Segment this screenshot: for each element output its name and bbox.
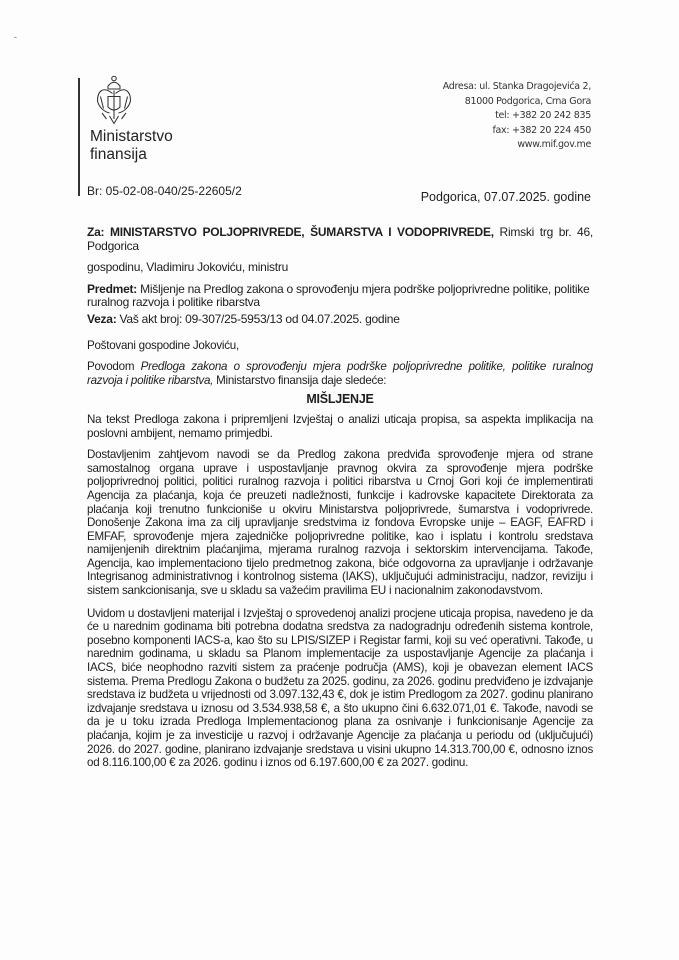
fax: fax: +382 20 224 450 — [492, 124, 591, 136]
paragraph-budget-analysis: Uvidom u dostavljeni materijal i Izvještaj o sprovedenoj analizi procjene uticaja propisa, navedeno je da će u narednim godinama biti potrebna dodatna sredstva za nadogradnju određenih sistema kontrole, posebno komponenti IACS-a, kao što su LPIS/SIZEP i Registar farmi, koji su već operativni. Takođe, u narednim godinama, u skladu sa Planom implementacije za uspostavljanje Agencije za plaćanja i IACS, biće neophodno razviti sistem za praćenje područja (AMS), koji je obavezan element IACS sistema. Prema Predlogu Zakona o budžetu za 2025. godinu, za 2026. godinu predviđeno je izdvajanje sredstava iz budžeta u vrijednosti od 3.097.132,43 €, dok je istim Predlogom za 2027. godinu planirano izdvajanje sredstava u iznosu od 3.534.938,58 €, a što ukupno čini 6.632.071,01 €. Takođe, navodi se da je u toku izrada Predloga Implementacionog plana za osnivanje i funkcionisanje Agencije za plaćanja, kojim je za investicije u razvoj i održavanje Agencije za plaćanja u periodu od (uključujući) 2026. do 2027. godine, planirano izdvajanje sredstava u visini ukupno 14.313.700,00 €, odnosno iznos od 8.116.100,00 € za 2026. godinu i iznos od 6.197.600,00 € za 2027. godinu. — [87, 606, 593, 770]
recipient-address: Rimski trg br. 46, Podgorica — [87, 225, 593, 253]
website-link[interactable]: www.mif.gov.me — [517, 139, 591, 150]
ministry-name-line2: finansija — [90, 146, 147, 163]
address-line: 81000 Podgorica, Crna Gora — [464, 95, 591, 107]
recipient — [87, 226, 593, 253]
intro-suffix: Ministarstvo finansija daje sledeće: — [216, 373, 387, 387]
subject — [87, 283, 593, 310]
link-text: Vaš akt broj: 09-307/25-5953/13 od 04.07.2025. godine — [119, 311, 400, 326]
intro-prefix: Povodom — [87, 360, 135, 374]
phone: tel: +382 20 242 835 — [495, 110, 591, 121]
paragraph-request-summary: Dostavljenim zahtjevom navodi se da Predlog zakona predviđa sprovođenje mjera od strane samostalnog organa uprave i uspostavljanje pravnog okvira za sprovođenje mjera podrške poljoprivrednoj politici, politici ruralnog razvoja i politici ribarstva u Crnoj Gori koji će implementirati Agencija za plaćanja, koja će preuzeti nadležnosti, funkcije i kadrovske kapacitete Direktorata za plaćanja koji trenutno funkcioniše u okviru Ministarstva poljoprivrede, šumarstva i vodoprivrede. Donošenje Zakona ima za cilj upravljanje sredstvima iz fondova Evropske unije – EAGF, EAFRD i EMFAF, sprovođenje mjera zajedničke poljoprivredne politike, kao i isplatu i kontrolu sredstava namijenjenih direktnim plaćanjima, mjerama ruralnog razvoja i sektorskim intervencijama. Takođe, Agencija, kao implementaciono tijelo predmetnog zakona, biće odgovorna za upravljanje i održavanje Integrisanog administrativnog i kontrolnog sistema (IAKS), uključujući administraciju, nadzor, reviziju i sistem sankcionisanja, sve u skladu sa važećim pravilima EU i nacionalnim zakonodavstvom. — [87, 448, 593, 598]
link-label: Veza: — [87, 311, 117, 326]
subject-text: Mišljenje na Predlog zakona o sprovođenju mjera podrške poljoprivredne politike, politike ruralnog razvoja i politike ribarstva — [87, 281, 590, 310]
recipient-name: MINISTARSTVO POLJOPRIVREDE, ŠUMARSTVA I VODOPRIVREDE, — [109, 225, 494, 239]
reference-number: Br: 05-02-08-040/25-22605/2 — [87, 184, 242, 198]
letter-body — [87, 226, 593, 770]
ministry-name-line1: Ministarstvo — [90, 128, 173, 145]
link-reference — [87, 313, 593, 327]
coat-of-arms-icon — [88, 74, 140, 128]
ministry-name — [90, 128, 173, 164]
subject-label: Predmet: — [87, 281, 138, 296]
recipient-attention: gospodinu, Vladimiru Jokoviću, ministru — [87, 260, 289, 275]
salutation: Poštovani gospodine Jokoviću, — [87, 338, 239, 352]
letterhead-divider — [78, 78, 80, 196]
address-line: Adresa: ul. Stanka Dragojevića 2, — [442, 81, 591, 92]
intro-law-title: Predloga zakona o sprovođenju mjera podrške poljoprivredne politike, politike ruralnog razvoja i politike ribarstva, — [87, 360, 593, 387]
scan-mark: - — [14, 32, 17, 42]
section-title: MIŠLJENJE — [306, 392, 374, 407]
recipient-label: Za: — [87, 225, 105, 239]
date-line: Podgorica, 07.07.2025. godine — [420, 190, 591, 204]
contact-address — [443, 80, 591, 153]
intro-paragraph — [87, 360, 593, 387]
paragraph-no-objections: Na tekst Predloga zakona i pripremljeni Izvještaj o analizi uticaja propisa, sa aspekta implikacija na poslovni ambijent, nemamo primjedbi. — [87, 412, 593, 440]
